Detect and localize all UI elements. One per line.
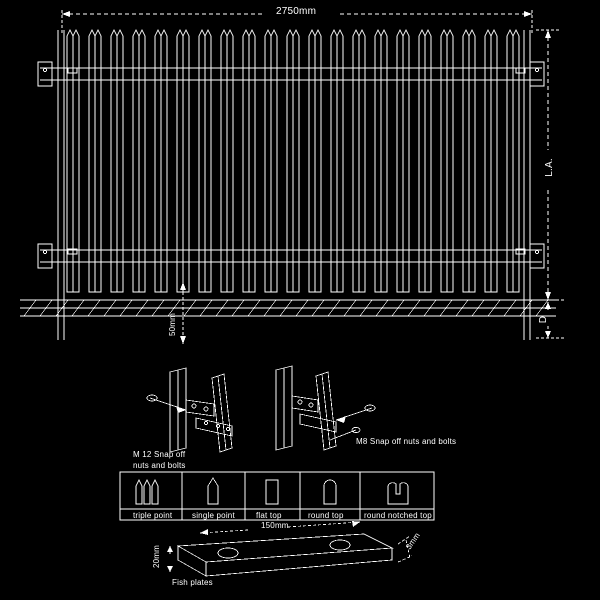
pale-top-option-0-label: triple point [133,511,173,520]
pale-top-option-2-label: flat top [256,511,282,520]
right-fixing-label: M8 Snap off nuts and bolts [356,437,457,446]
fence-rails-group [40,68,542,262]
fish-plate-length-label: 150mm [261,521,289,530]
pale-top-option-3-label: round top [308,511,344,520]
left-fixing-label-line1: M 12 Snap off [133,450,186,459]
fence-depth-label [538,314,550,325]
fish-plate-height-label [152,540,170,576]
fence-height-label [539,158,559,177]
fence-height-text: L.A. [543,158,555,177]
top-dimension-label: 2750mm [276,6,317,17]
fish-plate-thickness-label [404,530,422,555]
embed-dimension-label [170,306,196,346]
embed-dimension-text: 50mm [168,312,178,337]
fish-plate-thickness-text: 3mm [404,530,422,552]
pale-top-option-1-label: single point [192,511,235,520]
pale-top-option-4-label: round notched top [364,511,432,520]
fish-plate-drawing [167,521,412,576]
fish-plate-height-text: 20mm [152,544,162,569]
end-posts-group [38,30,544,340]
ground-line-group [20,300,556,316]
left-fixing-label-line2: nuts and bolts [133,461,186,470]
right-dimension-group [536,30,566,338]
fence-depth-text: D [538,315,550,324]
fish-plate-caption: Fish plates [172,578,213,587]
fixing-detail-left [147,368,232,452]
fence-pales-group [67,30,519,292]
